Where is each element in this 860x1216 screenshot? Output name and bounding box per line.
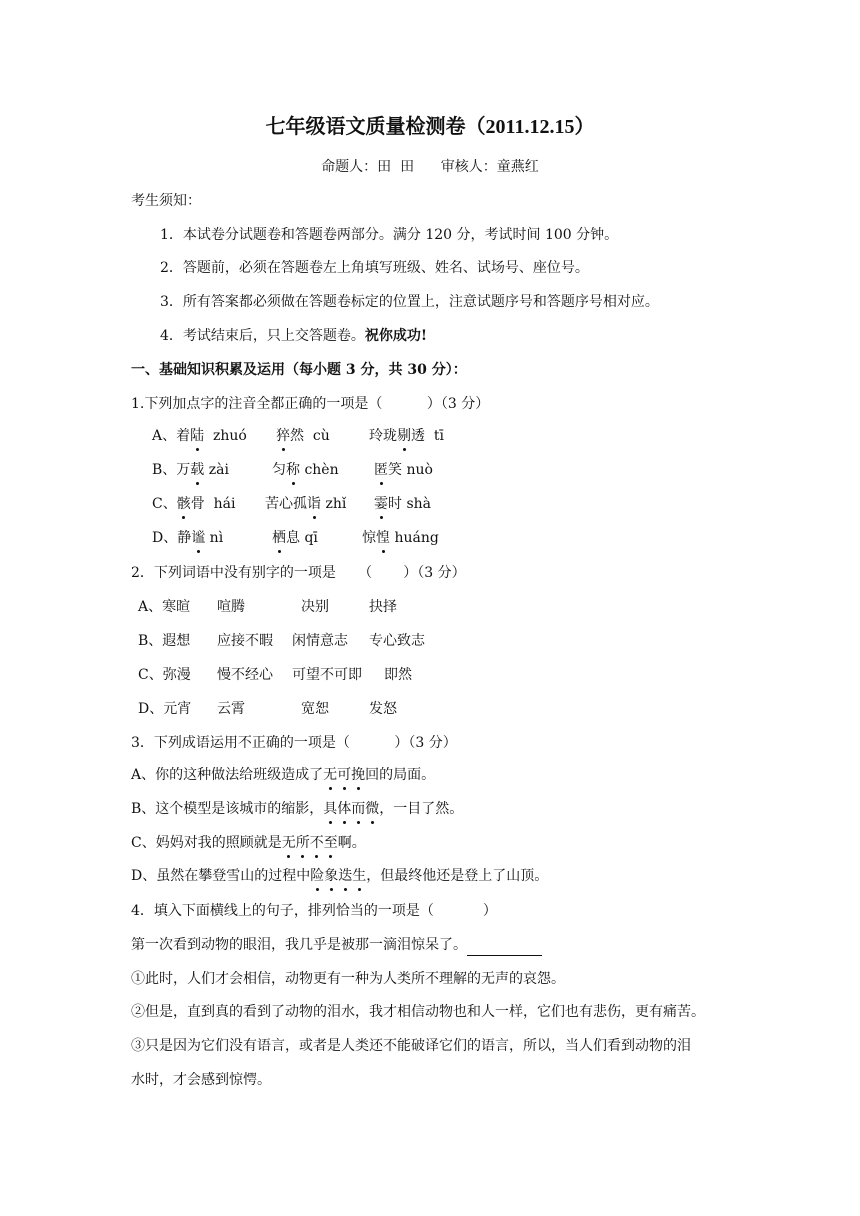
page-title [0, 112, 860, 141]
q1-option-a-3: 玲珑剔透 tī [369, 428, 445, 444]
q2-option-d-4: 发怒 [369, 701, 397, 717]
q2-option-c-2: 慢不经心 [217, 667, 273, 683]
q2-option-d-1: D、元宵 [138, 701, 192, 717]
q4-sentence-2: ②但是，直到真的看到了动物的泪水，我才相信动物也和人一样，它们也有悲伤，更有痛苦。 [131, 1004, 705, 1020]
q1-option-b-2: 匀称 chèn [272, 462, 339, 478]
q4-stem: 4．填入下面横线上的句子，排列恰当的一项是（ ） [131, 903, 497, 919]
q2-option-c-3: 可望不可即 [292, 667, 362, 683]
notice-item-4-text: 4．考试结束后，只上交答题卷。 [160, 328, 365, 344]
q1-option-a-1: A、着陆 zhuó [152, 428, 247, 444]
q4-sentence-3-cont: 水时，才会感到惊愕。 [131, 1072, 271, 1088]
title-date: （2011.12.15） [465, 116, 595, 138]
q2-stem: 2．下列词语中没有别字的一项是 （ ）（3 分） [131, 565, 466, 581]
q4-lead [131, 935, 542, 956]
q2-option-d-3: 宽恕 [301, 701, 329, 717]
q4-sentence-1: ①此时，人们才会相信，动物更有一种为人类所不理解的无声的哀怨。 [131, 971, 565, 987]
notice-item-2: 2．答题前，必须在答题卷左上角填写班级、姓名、试场号、座位号。 [160, 260, 589, 276]
q2-option-a-4: 抉择 [369, 599, 397, 615]
q2-option-c-4: 即然 [384, 667, 412, 683]
notice-heading: 考生须知： [131, 193, 201, 209]
q3-option-c: C、妈妈对我的照顾就是无所不至啊。 [131, 835, 366, 851]
q1-option-c-3: 霎时 shà [374, 496, 431, 512]
q1-option-d-3: 惊惶 huáng [362, 530, 439, 546]
notice-item-3: 3．所有答案都必须做在答题卷标定的位置上，注意试题序号和答题序号相对应。 [160, 294, 659, 310]
q4-answer-blank [467, 935, 542, 956]
q2-option-b-2: 应接不暇 [217, 633, 273, 649]
q3-option-b: B、这个模型是该城市的缩影，具体而微，一目了然。 [131, 801, 464, 817]
q1-option-a-2: 猝然 cù [276, 428, 330, 444]
q4-sentence-3: ③只是因为它们没有语言，或者是人类还不能破译它们的语言，所以，当人们看到动物的泪 [131, 1038, 691, 1054]
q2-option-b-4: 专心致志 [369, 633, 425, 649]
q1-option-d-2: 栖息 qī [272, 530, 318, 546]
notice-item-1: 1．本试卷分试题卷和答题卷两部分。满分 120 分，考试时间 100 分钟。 [160, 227, 619, 243]
q2-option-b-1: B、遐想 [138, 633, 191, 649]
q4-lead-text: 第一次看到动物的眼泪，我几乎是被那一滴泪惊呆了。 [131, 937, 467, 953]
q2-option-b-3: 闲情意志 [292, 633, 348, 649]
q1-option-c-2: 苦心孤诣 zhǐ [265, 496, 347, 512]
notice-item-4-bold: 祝你成功! [364, 328, 428, 344]
section-1-heading: 一、基础知识积累及运用（每小题 3 分，共 30 分）： [131, 362, 467, 378]
q3-option-d: D、虽然在攀登雪山的过程中险象迭生，但最终他还是登上了山顶。 [131, 868, 549, 884]
q1-option-c-1: C、骸骨 hái [152, 496, 236, 512]
q3-stem: 3．下列成语运用不正确的一项是（ ）（3 分） [131, 735, 457, 751]
q2-option-c-1: C、弥漫 [138, 667, 191, 683]
q2-option-a-2: 喧腾 [217, 599, 245, 615]
q1-stem: 1.下列加点字的注音全都正确的一项是（ ）（3 分） [131, 396, 490, 412]
q1-option-b-1: B、万载 zài [152, 462, 229, 478]
q1-option-b-3: 匿笑 nuò [374, 462, 433, 478]
title-text: 七年级语文质量检测卷 [265, 114, 466, 138]
q1-option-d-1: D、静谧 nì [152, 530, 224, 546]
q3-option-a: A、你的这种做法给班级造成了无可挽回的局面。 [131, 767, 436, 783]
notice-item-4 [160, 326, 427, 346]
authors-line: 命题人：田 田 审核人：童燕红 [321, 159, 539, 175]
q2-option-d-2: 云霄 [217, 701, 245, 717]
q2-option-a-3: 决别 [301, 599, 329, 615]
q2-option-a-1: A、寒暄 [138, 599, 191, 615]
